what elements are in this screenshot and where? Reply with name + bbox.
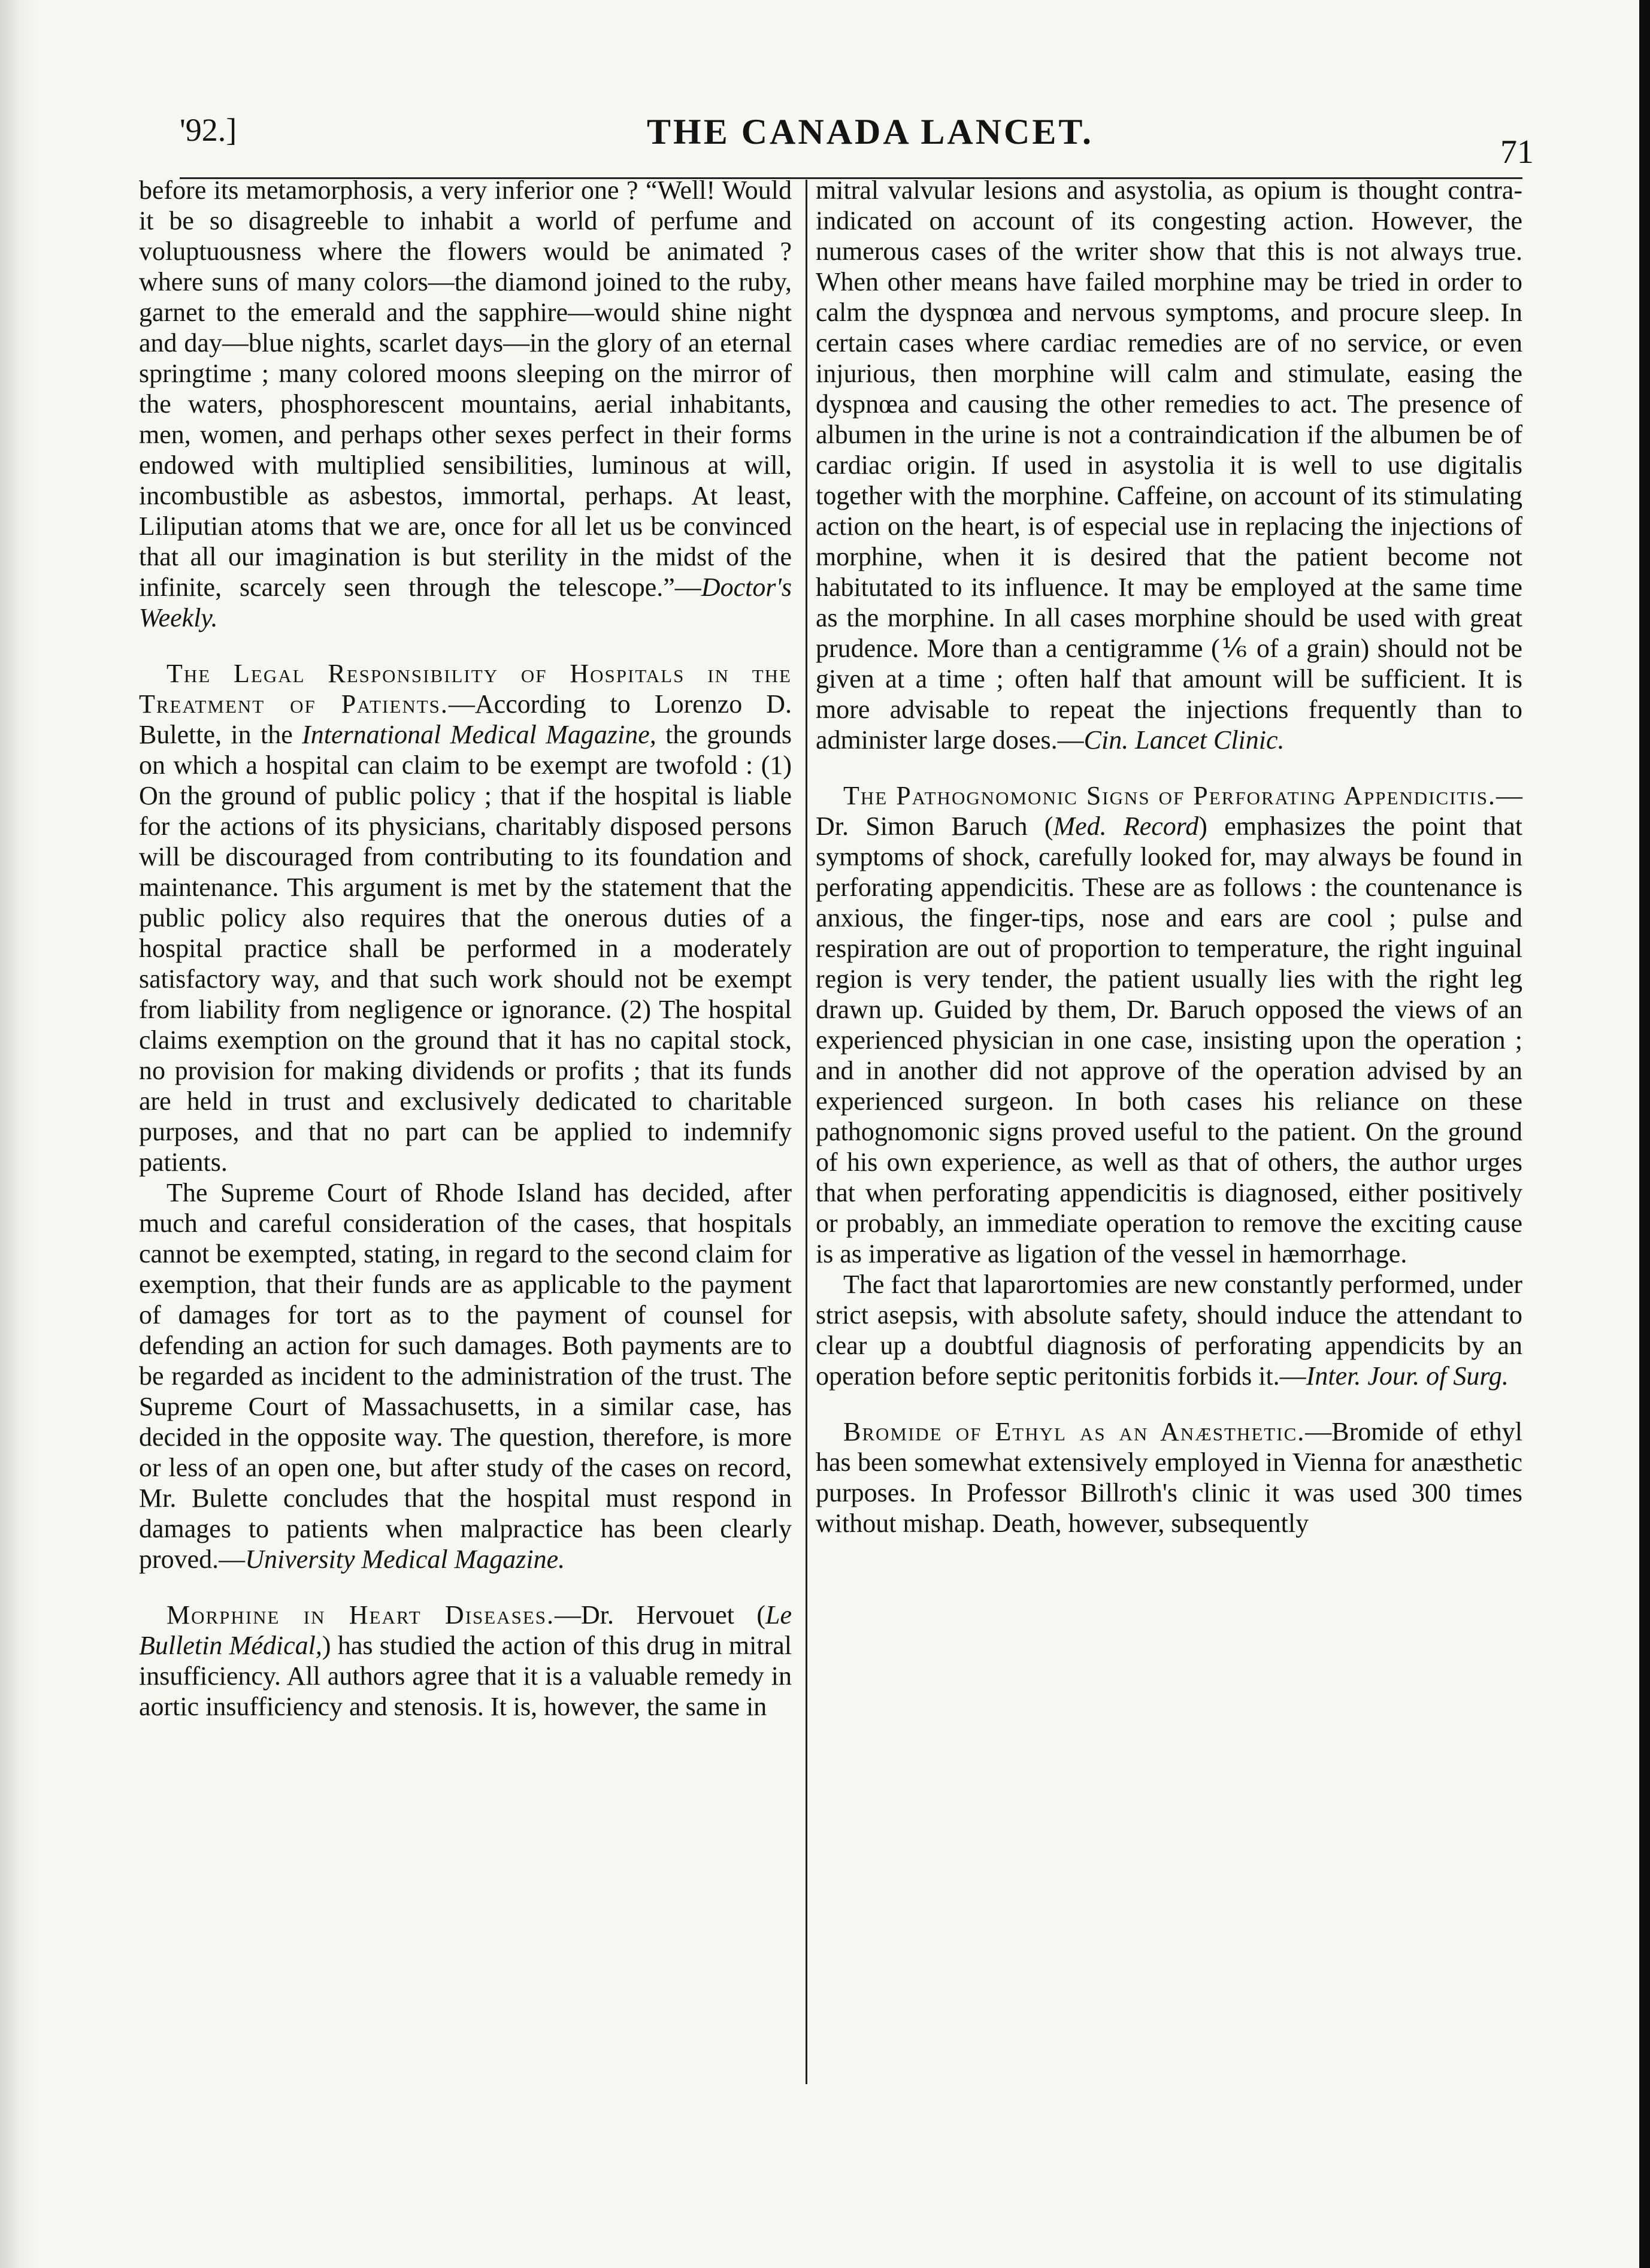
source-citation: Cin. Lancet Clinic. [1083, 725, 1285, 755]
journal-name: Le Bulletin Médical, [139, 1600, 792, 1660]
article-title: Morphine in Heart Diseases. [166, 1600, 555, 1630]
article-paragraph [139, 658, 792, 1177]
article-morphine-continued [816, 175, 1522, 755]
left-column [139, 175, 792, 1747]
paragraph-text: The Supreme Court of Rhode Island has decided, after much and careful consideration of the cases, that hospitals cannot be exempted, stating, in regard to the second claim for exemption, that their funds are as applicable to the payment of damages for tort as to the payment of counsel for defending an action for such damages. Both payments are to be regarded as incident to the administration of the trust. The Supreme Court of Massachusetts, in a similar case, has decided in the opposite way. The question, therefore, is more or less of an open one, but after study of the cases on record, Mr. Bulette concludes that the hospital must respond in damages to patients when malpractice has been clearly proved.— [139, 1178, 792, 1574]
article-paragraph [816, 1269, 1522, 1391]
article-paragraph [816, 175, 1522, 755]
paragraph-text: before its metamorphosis, a very inferior one ? “Well! Would it be so disagreeble to inhabit a world of perfume and voluptuousness where the flowers would be animated ? where suns of many colors—the diamond joined to the ruby, garnet to the emerald and the sapphire—would shine night and day—blue nights, scarlet days—in the glory of an eternal springtime ; many colored moons sleeping on the mirror of the waters, phosphorescent mountains, aerial inhabitants, men, women, and perhaps other sexes perfect in their forms endowed with multiplied sensibilities, luminous at will, incombustible as asbestos, immortal, perhaps. At least, Liliputian atoms that we are, once for all let us be convinced that all our imagination is but sterility in the midst of the infinite, scarcely seen through the telescope.”— [139, 175, 792, 602]
article-doctors-weekly-excerpt [139, 175, 792, 633]
journal-name: International Medical Magazine, [302, 720, 656, 749]
journal-title: THE CANADA LANCET. [647, 112, 1094, 152]
column-divider [806, 180, 807, 2084]
paragraph-text: The fact that laparortomies are new constantly performed, under strict asepsis, with absolute safety, should induce the attendant to clear up a doubtful diagnosis of perforating appendicits by an operation before septic peritonitis forbids it.— [816, 1270, 1522, 1391]
paragraph-text: —Dr. Simon Baruch ( [816, 781, 1522, 841]
volume-year: '92.] [180, 112, 237, 148]
article-title: Bromide of Ethyl as an Anæsthetic. [843, 1417, 1306, 1446]
paragraph-text: —Dr. Hervouet ( [555, 1600, 765, 1630]
article-legal-responsibility [139, 658, 792, 1574]
paragraph-text: ) emphasizes the point that symptoms of shock, carefully looked for, may always be found in perforating appendicitis. These are as follows : the countenance is anxious, the finger-tips, nose and ears are cool ; pulse and respiration are out of proportion to temperature, the right inguinal region is very tender, the patient usually lies with the right leg drawn up. Guided by them, Dr. Baruch opposed the views of an experienced physician in one case, insisting upon the operation ; and in another did not approve of the operation advised by an experienced surgeon. In both cases his reliance on these pathognomonic signs proved useful to the patient. On the ground of his own experience, as well as that of others, the author urges that when perforating appendicitis is diagnosed, either positively or probably, an immediate operation to remove the exciting cause is as imperative as ligation of the vessel in hæmorrhage. [816, 811, 1522, 1268]
article-bromide-of-ethyl [816, 1416, 1522, 1539]
article-title: The Pathognomonic Signs of Perforating Appendicitis. [843, 781, 1496, 810]
paragraph-text: —Bromide of ethyl has been somewhat extensively employed in Vienna for anæsthetic purposes. In Professor Billroth's clinic it was used 300 times without mishap. Death, however, subsequently [816, 1417, 1522, 1538]
article-title: The Legal Responsibility of Hospitals in the Treatment of Patients. [139, 659, 792, 719]
page-number: 71 [1500, 134, 1534, 171]
article-morphine-heart-diseases [139, 1600, 792, 1722]
source-citation: University Medical Magazine. [245, 1545, 565, 1574]
article-paragraph [816, 1416, 1522, 1539]
source-citation: Doctor's Weekly. [139, 573, 792, 632]
page-right-edge-border [1639, 0, 1650, 2268]
article-paragraph [816, 780, 1522, 1269]
paragraph-text: mitral valvular lesions and asystolia, as opium is thought contra-indicated on account of its congesting action. However, the numerous cases of the writer show that this is not always true. When other means have failed morphine may be tried in order to calm the dyspnœa and nervous symptoms, and procure sleep. In certain cases where cardiac remedies are of no service, or even injurious, then morphine will calm and stimulate, easing the dyspnœa and causing the other remedies to act. The presence of albumen in the urine is not a contraindication if the albumen be of cardiac origin. If used in asystolia it is well to use digitalis together with the morphine. Caffeine, on account of its stimulating action on the heart, is of especial use in replacing the injections of morphine, when it is desired that the patient become not habitutated to its influence. It may be employed at the same time as the morphine. In all cases morphine should be used with great prudence. More than a centigramme (⅙ of a grain) should not be given at a time ; often half that amount will be sufficient. It is more advisable to repeat the injections frequently than to administer large doses.— [816, 175, 1522, 755]
source-citation: Inter. Jour. of Surg. [1306, 1361, 1509, 1391]
article-paragraph [139, 175, 792, 633]
paragraph-text: ) has studied the action of this drug in mitral insufficiency. All authors agree that it is a valuable remedy in aortic insufficiency and stenosis. It is, however, the same in [139, 1631, 792, 1721]
paragraph-text: —According to Lorenzo D. Bulette, in the [139, 689, 792, 749]
running-head [180, 108, 1534, 171]
article-paragraph [139, 1177, 792, 1574]
article-perforating-appendicitis [816, 780, 1522, 1391]
right-column [816, 175, 1522, 1564]
article-paragraph [139, 1600, 792, 1722]
paragraph-text: the grounds on which a hospital can claim to be exempt are twofold : (1) On the ground of public policy ; that if the hospital is liable for the actions of its physicians, charitably disposed persons will be discouraged from contributing to its foundation and maintenance. This argument is met by the statement that the public policy also requires that the onerous duties of a hospital practice shall be performed in a moderately satisfactory way, and that such work should not be exempt from liability from negligence or ignorance. (2) The hospital claims exemption on the ground that it has no capital stock, no provision for making dividends or profits ; that its funds are held in trust and exclusively dedicated to charitable purposes, and that no part can be applied to indemnify patients. [139, 720, 792, 1177]
journal-name: Med. Record [1053, 811, 1199, 841]
page-left-edge-shadow [0, 0, 36, 2268]
